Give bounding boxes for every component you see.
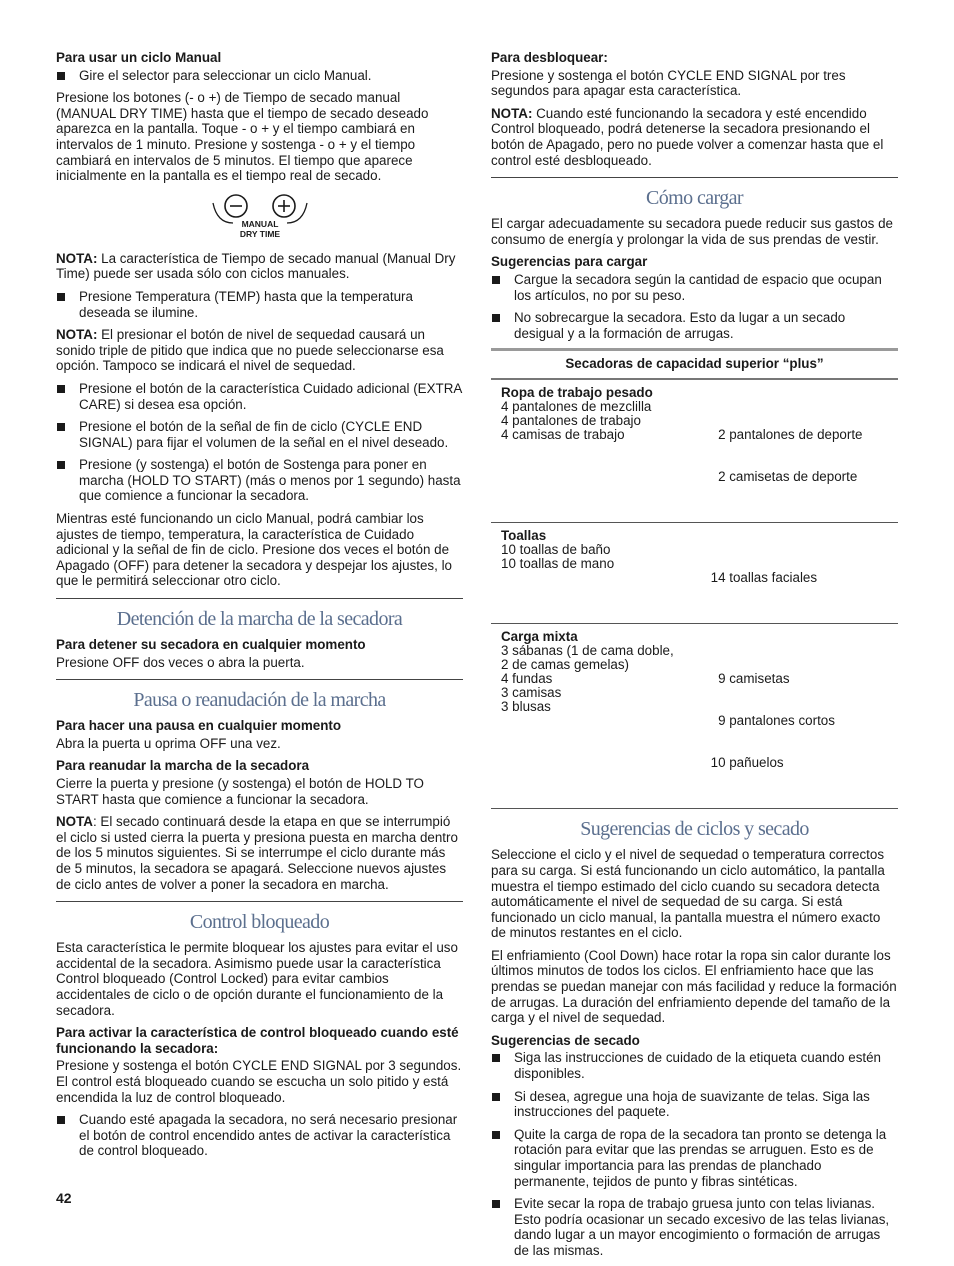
list-item: No sobrecargue la secadora. Esto da lugar a un secado desigual y a la formación de arrugas. [491, 310, 898, 341]
lock-paragraph: Esta característica le permite bloquear los ajustes para evitar el uso accidental de la secadora. Asimismo puede usar la característica Control bloqueado (Control Locked) para evitar cambios accidentales de ciclo o de opción durante el funcionamiento de la secadora. [56, 940, 458, 1018]
icon-label-dry-time: DRY TIME [239, 228, 280, 239]
divider [56, 901, 463, 902]
unlock-text: Presione y sostenga el botón CYCLE END SIGNAL por tres segundos para apagar esta característica. [491, 67, 846, 99]
note-manual-dry-time: NOTA: La característica de Tiempo de secado manual (Manual Dry Time) puede ser usada sólo con ciclos manuales. [56, 250, 456, 282]
manual-paragraph: Presione los botones (- o +) de Tiempo de secado manual (MANUAL DRY TIME) hasta que el tiempo de secado deseado aparezca en la pantalla. Toque - o + y el tiempo cambiará en intervalos de 1 minuto. Presione y sostenga - o + y el tiempo cambiará en intervalos de 5 minutos. El tiempo que aparece inicialmente en la pantalla es el tiempo real de secado. [56, 90, 429, 184]
lock-bullet-list [56, 1112, 463, 1159]
list-item: Quite la carga de ropa de la secadora tan pronto se detenga la rotación para evitar que las prendas se arruguen. Esto es de singular importancia para las prendas de planchado permanente, tejidos de punto y fibras sintéticas. [491, 1127, 898, 1189]
dry-bullet-list [491, 1050, 898, 1258]
section-title-pause: Pausa o reanudación de la marcha [133, 689, 386, 712]
lock-text: Presione y sostenga el botón CYCLE END SIGNAL por 3 segundos. El control está bloqueado cuando se escucha un solo pitido y está encendida la luz de control bloqueado. [56, 1058, 462, 1105]
cycle-paragraph-2: El enfriamiento (Cool Down) hace rotar la ropa sin calor durante los últimos minutos de todos los ciclos. El enfriamiento hace que las prendas se puedan manejar con más facilidad y reduce la formación de arrugas. La duración del enfriamiento depende del tamaño de la carga y el nivel de sequedad. [491, 947, 897, 1026]
list-item: Presione Temperatura (TEMP) hasta que la temperatura deseada se ilumine. [56, 289, 463, 320]
pause-text: Abra la puerta u oprima OFF una vez. [56, 735, 281, 751]
divider [56, 598, 463, 599]
left-column [56, 50, 463, 1166]
list-item: Evite secar la ropa de trabajo gruesa junto con telas livianas. Esto podría ocasionar un secado excesivo de las telas livianas, dando lugar a un mayor encogimiento o formación de arrugas de las mismas. [491, 1196, 898, 1258]
list-item: Gire el selector para seleccionar un ciclo Manual. [56, 68, 463, 84]
page-number: 42 [56, 1190, 72, 1206]
dry-heading: Sugerencias de secado [491, 1032, 640, 1048]
cycle-paragraph-1: Seleccione el ciclo y el nivel de sequedad o temperatura correctos para su carga. Si está funcionando un ciclo automático, la pantalla muestra el tiempo estimado del ciclo cuando su secadora detecta automáticamente el nivel de sequedad de su carga. Si está funcionado un ciclo manual, la pantalla muestra el número exacto de minutos restantes en el ciclo. [491, 847, 885, 941]
section-title-control-lock: Control bloqueado [189, 911, 330, 934]
list-item: Cuando esté apagada la secadora, no será necesario presionar el botón de control encendido antes de activar la característica de control bloqueado. [56, 1112, 463, 1159]
note-unlock: NOTA: Cuando esté funcionando la secadora y esté encendido Control bloqueado, podrá detenerse la secadora presionando el botón de Apagado, pero no puede volver a comenzar hasta que el control esté desbloqueado. [491, 105, 884, 168]
section-title-cycle-tips: Sugerencias de ciclos y secado [580, 818, 809, 841]
resume-heading: Para reanudar la marcha de la secadora [56, 758, 310, 774]
icon-label-manual: MANUAL [241, 218, 278, 229]
manual-paragraph-2: Mientras esté funcionando un ciclo Manual, podrá cambiar los ajustes de tiempo, temperatura, la característica de Cuidado adicional y la señal de fin de ciclo. Presione dos veces el botón de Apagado (OFF) para detener la secadora y despejar los ajustes, lo que le permitirá seleccionar otro ciclo. [56, 511, 452, 589]
stop-heading: Para detener su secadora en cualquier momento [56, 637, 366, 653]
manual-cycle-heading: Para usar un ciclo Manual [56, 50, 222, 65]
table-row: Toallas 10 toallas de baño 10 toallas de mano 14 toallas faciales [491, 523, 898, 624]
manual-dry-time-control [56, 191, 463, 243]
note-dryness: NOTA: El presionar el botón de nivel de sequedad causará un sonido triple de pitido que indica que no puede seleccionarse esa opción. Tampoco se indicará el nivel de sequedad. [56, 327, 444, 374]
resume-text: Cierre la puerta y presione (y sostenga) el botón de HOLD TO START hasta que comience a funcionar la secadora. [56, 776, 424, 807]
note-resume: NOTA: El secado continuará desde la etapa en que se interrumpió el ciclo si usted cierra la puerta y presiona puesta en marcha dentro de los 5 minutos siguientes. Si se interrumpe el ciclo durante más de 5 minutos, la secadora se apagará. Seleccione nuevos ajustes de ciclo antes de volver a poner la secadora en marcha. [56, 814, 458, 892]
list-item: Cargue la secadora según la cantidad de espacio que ocupan los artículos, no por su peso. [491, 272, 898, 303]
load-paragraph: El cargar adecuadamente su secadora puede reducir sus gastos de consumo de energía y prolongar la vida de sus prendas de vestir. [491, 216, 893, 247]
section-title-stop: Detención de la marcha de la secadora [116, 608, 403, 631]
list-item: Presione (y sostenga) el botón de Sostenga para poner en marcha (HOLD TO START) (más o menos por 1 segundo) hasta que comience a funcionar la secadora. [56, 457, 463, 504]
table-row: Ropa de trabajo pesado 4 pantalones de mezclilla 4 pantalones de trabajo 4 camisas de trabajo 2 pantalones de deporte 2 camisetas de deporte [491, 379, 898, 523]
list-item: Siga las instrucciones de cuidado de la etiqueta cuando estén disponibles. [491, 1050, 898, 1081]
stop-text: Presione OFF dos veces o abra la puerta. [56, 654, 305, 670]
load-bullet-list [491, 272, 898, 341]
manual-dry-time-icon [205, 191, 315, 243]
right-column [491, 50, 898, 1266]
load-heading: Sugerencias para cargar [491, 254, 648, 270]
table-row: Carga mixta 3 sábanas (1 de cama doble, 2 de camas gemelas) 4 fundas 3 camisas 3 blusas 9 camisetas 9 pantalones cortos 10 pañuelos [491, 624, 898, 809]
manual-bullet-list [56, 68, 463, 84]
table-title: Secadoras de capacidad superior “plus” [491, 350, 898, 380]
list-item: Presione el botón de la señal de fin de ciclo (CYCLE END SIGNAL) para fijar el volumen de la señal en el nivel deseado. [56, 419, 463, 450]
unlock-heading: Para desbloquear: [491, 50, 608, 65]
section-title-load: Cómo cargar [646, 187, 743, 210]
list-item: Presione el botón de la característica Cuidado adicional (EXTRA CARE) si desea esa opción. [56, 381, 463, 412]
divider [491, 177, 898, 178]
lock-heading: Para activar la característica de control bloqueado cuando esté funcionando la secadora: [56, 1025, 459, 1056]
divider [56, 679, 463, 680]
temp-bullet-list [56, 289, 463, 320]
list-item: Si desea, agregue una hoja de suavizante de telas. Siga las instrucciones del paquete. [491, 1089, 898, 1120]
pause-heading: Para hacer una pausa en cualquier momento [56, 718, 342, 734]
capacity-table [491, 348, 898, 809]
options-bullet-list [56, 381, 463, 504]
